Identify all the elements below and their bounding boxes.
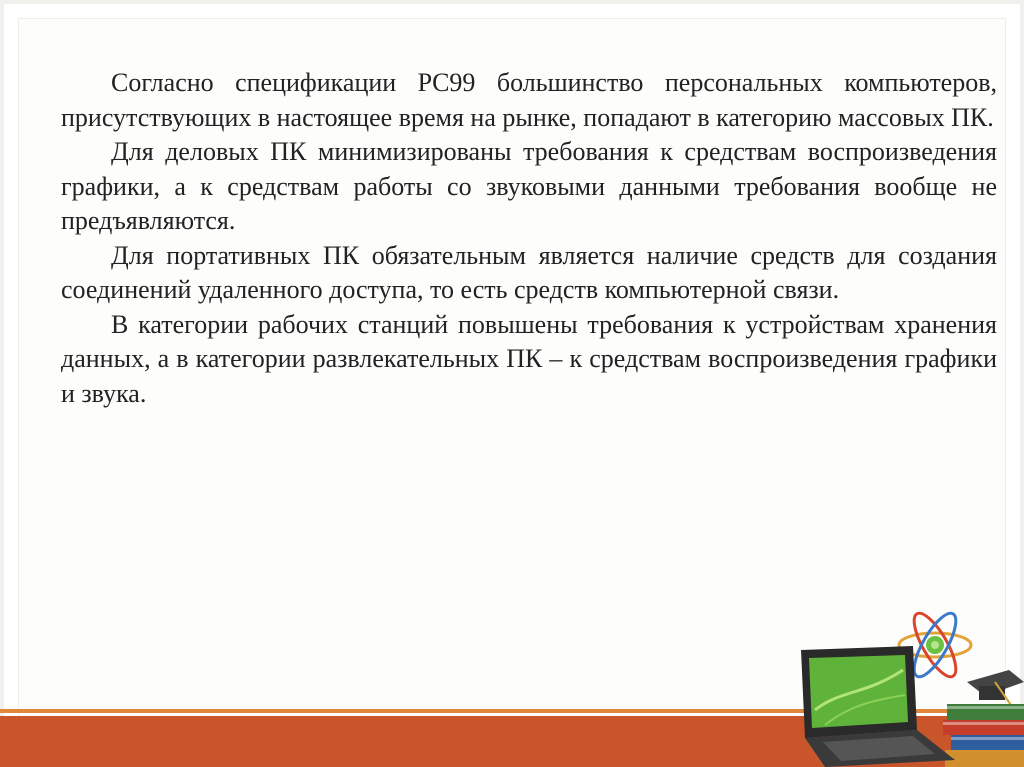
paragraph-2: Для деловых ПК минимизированы требования к средствам воспроизведения графики, а к средствам работы со звуковыми данными требования вообще не предъявляются. <box>61 137 997 235</box>
paragraph-4: В категории рабочих станций повышены требования к устройствам хранения данных, а в категории развлекательных ПК – к средствам воспроизведения графики и звука. <box>61 309 997 408</box>
books-icon <box>943 704 1024 767</box>
education-decoration <box>795 600 1024 767</box>
paragraph-1: Согласно спецификации PC99 большинство персональных компьютеров, присутствующих в настоящее время на рынке, попадают в категорию массовых ПК. <box>61 68 997 132</box>
paragraph-3: Для портативных ПК обязательным является наличие средств для создания соединений удаленного доступа, то есть средств компьютерной связи. <box>61 240 997 304</box>
graduation-cap-icon <box>967 670 1024 708</box>
slide-body-text <box>61 66 997 411</box>
